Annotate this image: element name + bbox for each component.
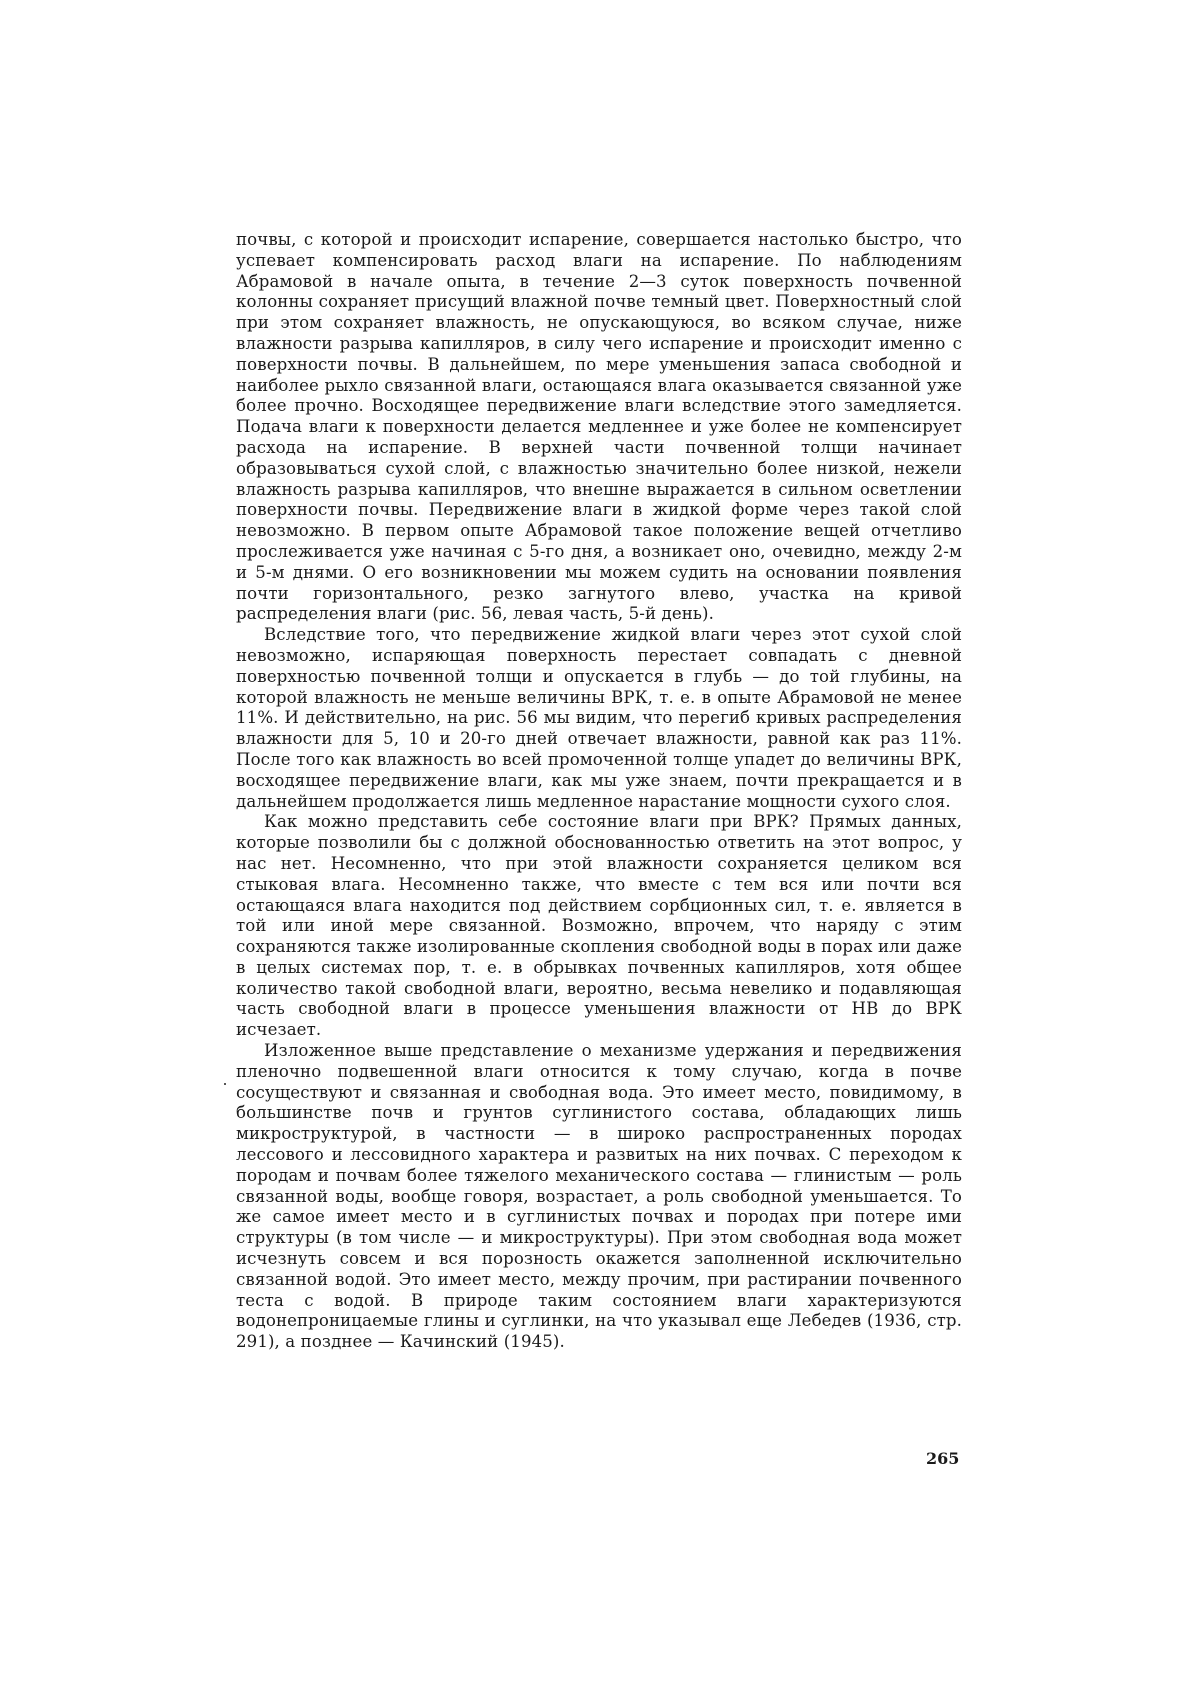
page-number: 265	[926, 1449, 960, 1468]
scan-speck	[224, 1083, 226, 1085]
paragraph-3: Как можно представить себе состояние влаги при ВРК? Прямых данных, которые позволили бы с должной обоснованностью ответить на этот вопрос, у нас нет. Несомненно, что при этой влажности сохраняется целиком вся стыковая влага. Несомненно также, что вместе с тем вся или почти вся остающаяся влага находится под действием сорбционных сил, т. е. является в той или иной мере связанной. Возможно, впрочем, что наряду с этим сохраняются также изолированные скопления свободной воды в порах или даже в целых системах пор, т. е. в обрывках почвенных капилляров, хотя общее количество такой свободной влаги, вероятно, весьма невелико и подавляющая часть свободной влаги в процессе уменьшения влажности от НВ до ВРК исчезает.	[236, 812, 962, 1040]
paragraph-4: Изложенное выше представление о механизме удержания и передвижения пленочно подвешенной влаги относится к тому случаю, когда в почве сосуществуют и связанная и свободная вода. Это имеет место, повидимому, в большинстве почв и грунтов суглинистого состава, обладающих лишь микроструктурой, в частности — в широко распространенных породах лессового и лессовидного характера и развитых на них почвах. С переходом к породам и почвам более тяжелого механического состава — глинистым — роль связанной воды, вообще говоря, возрастает, а роль свободной уменьшается. То же самое имеет место и в суглинистых почвах и породах при потере ими структуры (в том числе — и микроструктуры). При этом свободная вода может исчезнуть совсем и вся порозность окажется заполненной исключительно связанной водой. Это имеет место, между прочим, при растирании почвенного теста с водой. В природе таким состоянием влаги характеризуются водонепроницаемые глины и суглинки, на что указывал еще Лебедев (1936, стр. 291), а позднее — Качинский (1945).	[236, 1041, 962, 1352]
paragraph-1: почвы, с которой и происходит испарение, совершается настолько быстро, что успевает компенсировать расход влаги на испарение. По наблюдениям Абрамовой в начале опыта, в течение 2—3 суток поверхность почвенной колонны сохраняет присущий влажной почве темный цвет. Поверхностный слой при этом сохраняет влажность, не опускающуюся, во всяком случае, ниже влажности разрыва капилляров, в силу чего испарение и происходит именно с поверхности почвы. В дальнейшем, по мере уменьшения запаса свободной и наиболее рыхло связанной влаги, остающаяся влага оказывается связанной уже более прочно. Восходящее передвижение влаги вследствие этого замедляется. Подача влаги к поверхности делается медленнее и уже более не компенсирует расхода на испарение. В верхней части почвенной толщи начинает образовываться сухой слой, с влажностью значительно более низкой, нежели влажность разрыва капилляров, что внешне выражается в сильном осветлении поверхности почвы. Передвижение влаги в жидкой форме через такой слой невозможно. В первом опыте Абрамовой такое положение вещей отчетливо прослеживается уже начиная с 5-го дня, а возникает оно, очевидно, между 2-м и 5-м днями. О его возникновении мы можем судить на основании появления почти горизонтального, резко загнутого влево, участка на кривой распределения влаги (рис. 56, левая часть, 5-й день).	[236, 230, 962, 624]
body-text	[236, 230, 962, 1353]
paragraph-2: Вследствие того, что передвижение жидкой влаги через этот сухой слой невозможно, испаряющая поверхность перестает совпадать с дневной поверхностью почвенной толщи и опускается в глубь — до той глубины, на которой влажность не меньше величины ВРК, т. е. в опыте Абрамовой не менее 11%. И действительно, на рис. 56 мы видим, что перегиб кривых распределения влажности для 5, 10 и 20-го дней отвечает влажности, равной как раз 11%. После того как влажность во всей промоченной толще упадет до величины ВРК, восходящее передвижение влаги, как мы уже знаем, почти прекращается и в дальнейшем продолжается лишь медленное нарастание мощности сухого слоя.	[236, 625, 962, 811]
